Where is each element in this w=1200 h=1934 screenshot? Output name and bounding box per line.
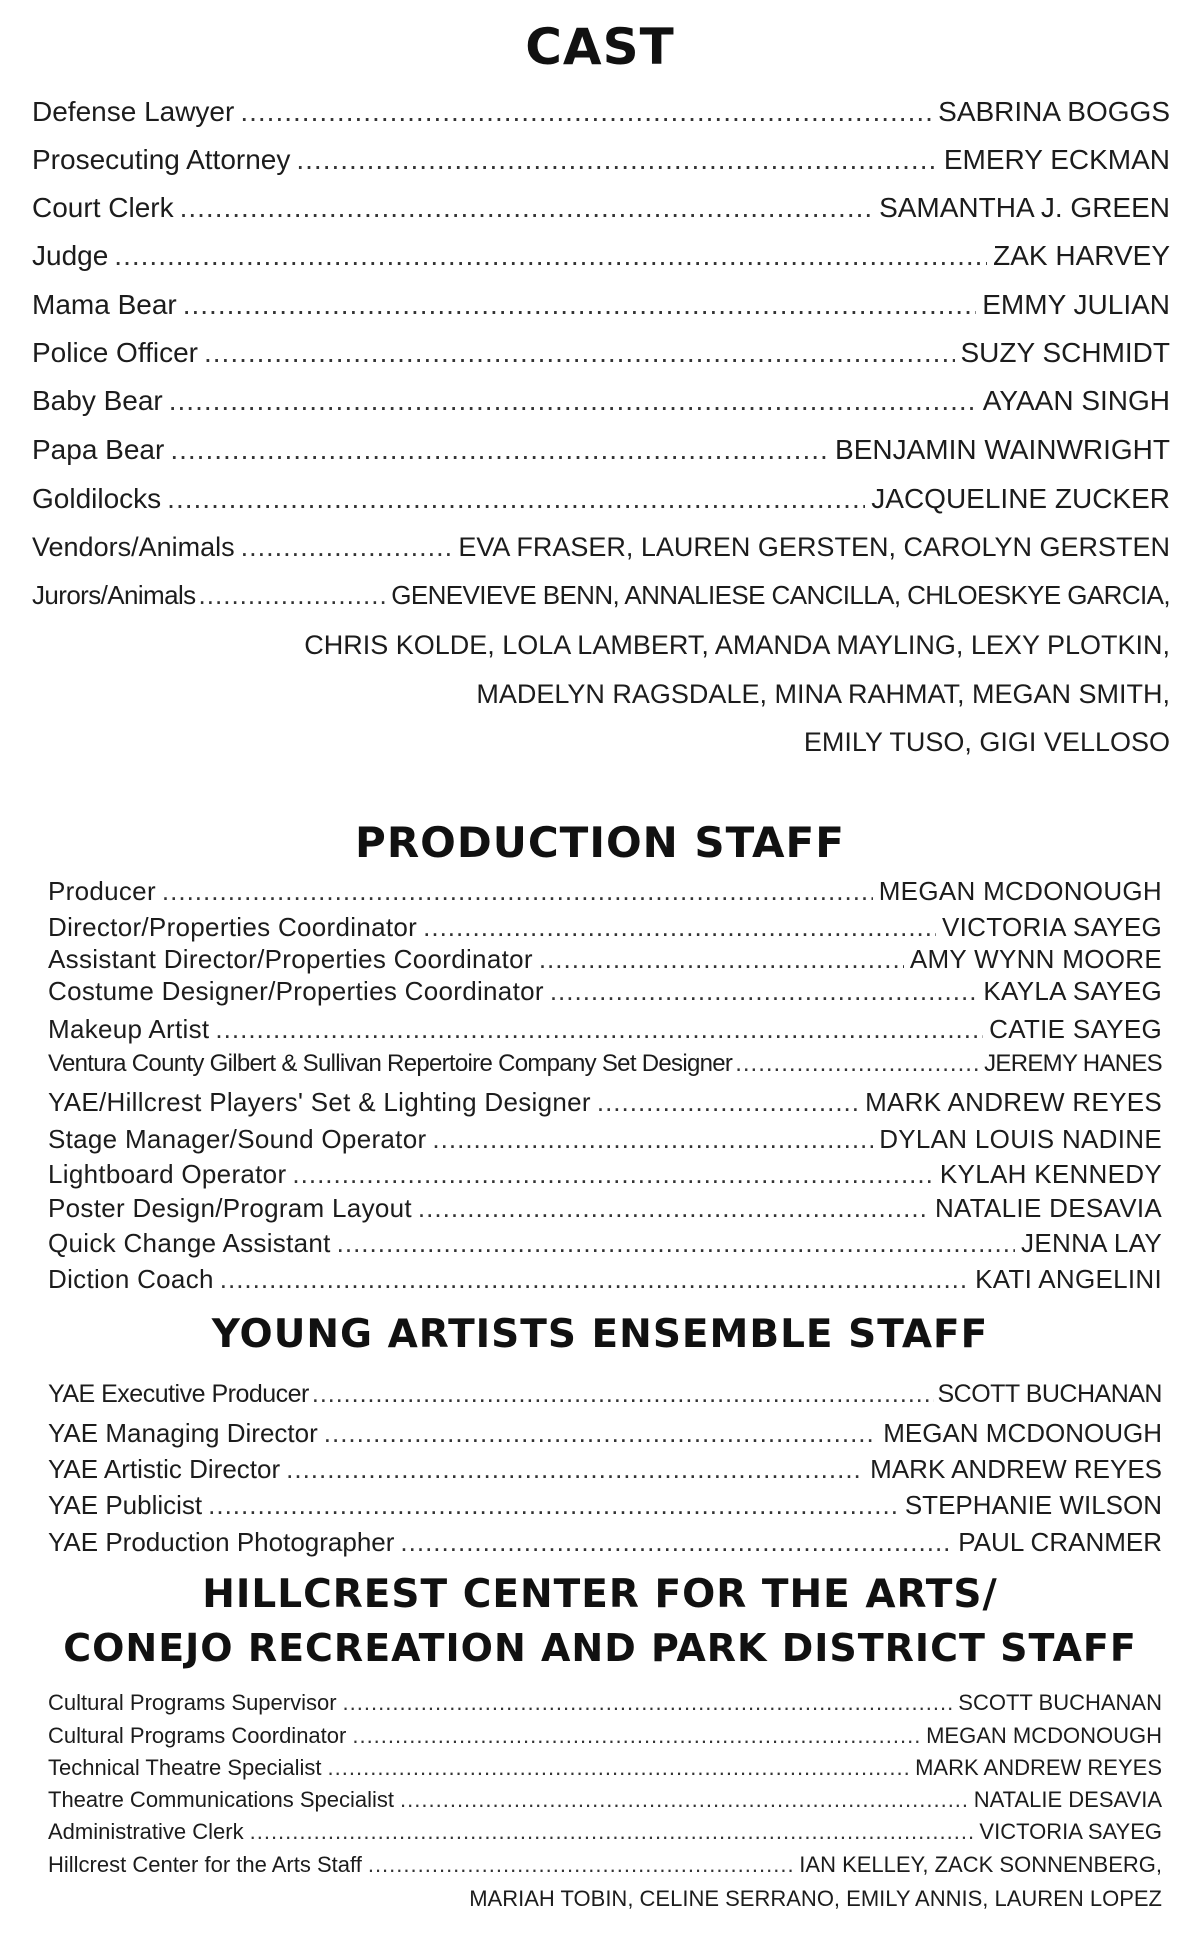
cast-row xyxy=(32,240,1170,272)
cast-row xyxy=(32,532,1170,563)
staff-name: MARK ANDREW REYES xyxy=(915,1755,1162,1780)
dot-leader xyxy=(220,1264,969,1295)
dot-leader xyxy=(400,1787,968,1813)
role-label: Defense Lawyer xyxy=(32,96,235,127)
dot-leader xyxy=(352,1723,920,1749)
dot-leader xyxy=(368,1852,793,1878)
cast-name: SUZY SCHMIDT xyxy=(960,337,1170,368)
role-label: Cultural Programs Supervisor xyxy=(48,1690,337,1715)
dot-leader xyxy=(418,1193,929,1224)
staff-row xyxy=(48,944,1162,975)
staff-name: KATI ANGELINI xyxy=(975,1264,1162,1294)
staff-row xyxy=(48,1755,1162,1781)
staff-row xyxy=(48,1723,1162,1749)
role-label: Quick Change Assistant xyxy=(48,1228,331,1258)
staff-name: MEGAN MCDONOUGH xyxy=(878,876,1162,906)
cast-row xyxy=(32,483,1170,515)
dot-leader xyxy=(241,532,453,563)
staff-name: NATALIE DESAVIA xyxy=(973,1787,1162,1812)
staff-name: MARK ANDREW REYES xyxy=(865,1087,1162,1117)
role-label: Vendors/Animals xyxy=(32,532,235,562)
dot-leader xyxy=(735,1050,981,1078)
dot-leader xyxy=(170,434,829,466)
cast-row xyxy=(32,580,1170,611)
dot-leader xyxy=(169,385,977,417)
role-label: Goldilocks xyxy=(32,483,162,514)
staff-row xyxy=(48,1264,1162,1295)
role-label: Administrative Clerk xyxy=(48,1819,244,1844)
staff-name: PAUL CRANMER xyxy=(958,1527,1162,1557)
cast-name: EVA FRASER, LAUREN GERSTEN, CAROLYN GERSTEN xyxy=(458,532,1170,562)
dot-leader xyxy=(286,1454,864,1485)
staff-name: KAYLA SAYEG xyxy=(983,976,1162,1006)
dot-leader xyxy=(343,1690,953,1716)
role-label: YAE Production Photographer xyxy=(48,1527,395,1557)
dot-leader xyxy=(162,876,873,907)
staff-name: DYLAN LOUIS NADINE xyxy=(879,1124,1162,1154)
staff-row xyxy=(48,1852,1162,1878)
cast-row xyxy=(32,192,1170,224)
role-label: Mama Bear xyxy=(32,289,177,320)
role-label: Cultural Programs Coordinator xyxy=(48,1723,347,1748)
dot-leader xyxy=(337,1228,1015,1259)
staff-name: VICTORIA SAYEG xyxy=(979,1819,1162,1844)
role-label: Director/Properties Coordinator xyxy=(48,912,418,942)
dot-leader xyxy=(597,1087,859,1118)
role-label: YAE Executive Producer xyxy=(48,1380,309,1408)
dot-leader xyxy=(550,976,978,1007)
cast-row xyxy=(32,289,1170,321)
jurors-continued-line: EMILY TUSO, GIGI VELLOSO xyxy=(803,727,1170,757)
role-label: Hillcrest Center for the Arts Staff xyxy=(48,1852,362,1877)
staff-name: STEPHANIE WILSON xyxy=(904,1490,1162,1520)
cast-row xyxy=(32,434,1170,466)
staff-name: CATIE SAYEG xyxy=(989,1014,1162,1044)
staff-row xyxy=(48,1418,1162,1449)
dot-leader xyxy=(328,1755,910,1781)
staff-row xyxy=(48,1228,1162,1259)
dot-leader xyxy=(423,912,936,943)
dot-leader xyxy=(215,1014,983,1045)
dot-leader xyxy=(250,1819,974,1845)
staff-name: MEGAN MCDONOUGH xyxy=(926,1723,1162,1748)
cast-row xyxy=(32,144,1170,176)
staff-name: MARK ANDREW REYES xyxy=(870,1454,1162,1484)
cast-name: SABRINA BOGGS xyxy=(938,96,1170,127)
staff-row xyxy=(48,1014,1162,1045)
jurors-continued-line: CHRIS KOLDE, LOLA LAMBERT, AMANDA MAYLING, LEXY PLOTKIN, xyxy=(304,630,1170,660)
staff-name: JEREMY HANES xyxy=(984,1050,1162,1077)
role-label: Judge xyxy=(32,240,109,271)
cast-name: SAMANTHA J. GREEN xyxy=(879,192,1170,223)
dot-leader xyxy=(296,144,937,176)
role-label: Lightboard Operator xyxy=(48,1159,287,1189)
staff-row xyxy=(48,1787,1162,1813)
role-label: Papa Bear xyxy=(32,434,165,465)
dot-leader xyxy=(180,192,873,224)
dot-leader xyxy=(183,289,977,321)
staff-name: NATALIE DESAVIA xyxy=(934,1193,1162,1223)
cast-row xyxy=(32,385,1170,417)
staff-row xyxy=(48,1454,1162,1485)
staff-name: IAN KELLEY, ZACK SONNENBERG, xyxy=(799,1852,1162,1877)
cast-name: GENEVIEVE BENN, ANNALIESE CANCILLA, CHLOESKYE GARCIA, xyxy=(391,580,1170,610)
role-label: Assistant Director/Properties Coordinator xyxy=(48,944,533,974)
cast-name: EMMY JULIAN xyxy=(982,289,1170,320)
role-label: YAE/Hillcrest Players' Set & Lighting Designer xyxy=(48,1087,591,1117)
jurors-continued-line: MADELYN RAGSDALE, MINA RAHMAT, MEGAN SMITH, xyxy=(476,679,1170,709)
staff-row xyxy=(48,1193,1162,1224)
role-label: Diction Coach xyxy=(48,1264,214,1294)
dot-leader xyxy=(208,1490,899,1521)
yae-staff-heading: YOUNG ARTISTS ENSEMBLE STAFF xyxy=(211,1312,989,1357)
staff-row xyxy=(48,976,1162,1007)
staff-row xyxy=(48,1490,1162,1521)
cast-heading: CAST xyxy=(525,18,675,76)
dot-leader xyxy=(400,1527,952,1558)
role-label: Court Clerk xyxy=(32,192,174,223)
cast-name: AYAAN SINGH xyxy=(982,385,1170,416)
dot-leader xyxy=(199,580,389,611)
role-label: YAE Artistic Director xyxy=(48,1454,281,1484)
staff-name: MEGAN MCDONOUGH xyxy=(883,1418,1162,1448)
cast-row xyxy=(32,337,1170,369)
staff-name: SCOTT BUCHANAN xyxy=(937,1380,1162,1408)
cast-name: ZAK HARVEY xyxy=(993,240,1170,271)
role-label: Costume Designer/Properties Coordinator xyxy=(48,976,544,1006)
cast-name: JACQUELINE ZUCKER xyxy=(871,483,1170,514)
staff-row xyxy=(48,912,1162,943)
staff-continued-line: MARIAH TOBIN, CELINE SERRANO, EMILY ANNIS, LAUREN LOPEZ xyxy=(469,1886,1162,1911)
staff-row xyxy=(48,1819,1162,1845)
staff-row xyxy=(48,1159,1162,1190)
role-label: Makeup Artist xyxy=(48,1014,210,1044)
role-label: Producer xyxy=(48,876,156,906)
staff-row xyxy=(48,1527,1162,1558)
staff-row xyxy=(48,876,1162,907)
dot-leader xyxy=(292,1159,934,1190)
staff-row xyxy=(48,1087,1162,1118)
role-label: YAE Managing Director xyxy=(48,1418,318,1448)
staff-row xyxy=(48,1124,1162,1155)
dot-leader xyxy=(240,96,932,128)
dot-leader xyxy=(539,944,904,975)
role-label: Police Officer xyxy=(32,337,198,368)
dot-leader xyxy=(204,337,955,369)
staff-name: SCOTT BUCHANAN xyxy=(958,1690,1162,1715)
dot-leader xyxy=(114,240,987,272)
hillcrest-heading-line2: CONEJO RECREATION AND PARK DISTRICT STAFF xyxy=(63,1626,1137,1670)
dot-leader xyxy=(432,1124,873,1155)
hillcrest-heading-line1: HILLCREST CENTER FOR THE ARTS/ xyxy=(202,1572,998,1617)
staff-row xyxy=(48,1690,1162,1716)
staff-row xyxy=(48,1380,1162,1409)
role-label: YAE Publicist xyxy=(48,1490,203,1520)
role-label: Stage Manager/Sound Operator xyxy=(48,1124,427,1154)
cast-name: BENJAMIN WAINWRIGHT xyxy=(835,434,1170,465)
dot-leader xyxy=(167,483,865,515)
role-label: Poster Design/Program Layout xyxy=(48,1193,412,1223)
role-label: Theatre Communications Specialist xyxy=(48,1787,395,1812)
role-label: Jurors/Animals xyxy=(32,580,196,610)
role-label: Ventura County Gilbert & Sullivan Repertoire Company Set Designer xyxy=(48,1050,733,1077)
staff-name: AMY WYNN MOORE xyxy=(909,944,1162,974)
dot-leader xyxy=(324,1418,877,1449)
cast-row xyxy=(32,96,1170,128)
staff-name: VICTORIA SAYEG xyxy=(942,912,1162,942)
production-staff-heading: PRODUCTION STAFF xyxy=(355,818,845,867)
staff-name: JENNA LAY xyxy=(1021,1228,1162,1258)
role-label: Technical Theatre Specialist xyxy=(48,1755,322,1780)
cast-name: EMERY ECKMAN xyxy=(943,144,1170,175)
role-label: Baby Bear xyxy=(32,385,163,416)
staff-name: KYLAH KENNEDY xyxy=(939,1159,1162,1189)
dot-leader xyxy=(312,1380,935,1409)
staff-row xyxy=(48,1050,1162,1078)
role-label: Prosecuting Attorney xyxy=(32,144,291,175)
